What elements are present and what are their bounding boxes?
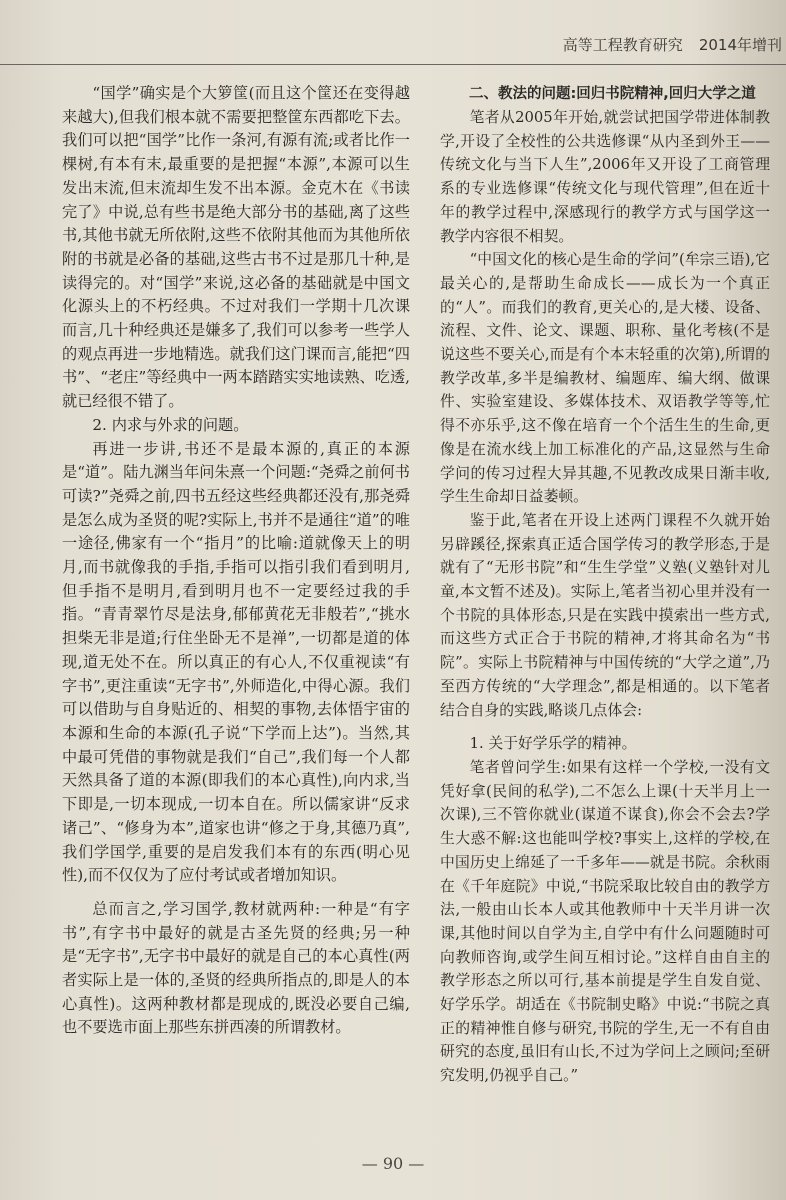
page-number: — 90 —	[361, 1154, 425, 1173]
paragraph-gap	[440, 722, 770, 732]
paragraph-gap	[62, 888, 410, 898]
left-column	[62, 82, 410, 1040]
paragraph: “中国文化的核心是生命的学问”(牟宗三语),它最关心的,是帮助生命成长——成长为一个真正的“人”。而我们的教育,更关心的,是大楼、设备、流程、文件、论文、课题、职称、量化考核(不是说这些不要关心,而是有个本末轻重的次第),所谓的教学改革,多半是编教材、编题库、编大纲、做课件、实验室建设、多媒体技术、双语教学等等,忙得不亦乐乎,这不像在培育一个个活生生的生命,更像是在流水线上加工标准化的产品,这显然与生命学问的传习过程大异其趣,不见教改成果日渐丰收,学生生命却日益萎顿。	[440, 251, 770, 506]
section-title: 二、教法的问题:回归书院精神,回归大学之道	[469, 86, 756, 102]
paragraph: “国学”确实是个大箩筐(而且这个筐还在变得越来越大),但我们根本就不需要把整筐东西都吃下去。我们可以把“国学”比作一条河,有源有流;或者比作一棵树,有本有末,最重要的是把握“本源”,本源可以生发出末流,但末流却生发不出本源。金克木在《书读完了》中说,总有些书是绝大部分书的基础,离了这些书,其他书就无所依附,这些不依附其他而为其他所依附的书就是必备的基础,这些古书不过是那几十种,是读得完的。对“国学”来说,这必备的基础就是中国文化源头上的不朽经典。不过对我们一学期十几次课而言,几十种经典还是嫌多了,我们可以参考一些学人的观点再进一步地精选。就我们这门课而言,能把“四书”、“老庄”等经典中一两本踏踏实实地读熟、吃透,就已经很不错了。	[62, 84, 410, 411]
paragraph: 笔者从2005年开始,就尝试把国学带进体制教学,开设了全校性的公共选修课“从内圣到外王——传统文化与当下人生”,2006年又开设了工商管理系的专业选修课“传统文化与现代管理”,但在近十年的教学过程中,深感现行的教学方式与国学这一教学内容很不相契。	[440, 109, 770, 245]
running-header	[0, 20, 786, 65]
paragraph: 笔者曾问学生:如果有这样一个学校,一没有文凭好拿(民间的私学),二不怎么上课(十天半月上一次课),三不管你就业(谋道不谋食),你会不会去?学生大惑不解:这也能叫学校?事实上,这样的学校,在中国历史上绵延了一千多年——就是书院。余秋雨在《千年庭院》中说,“书院采取比较自由的教学方法,一般由山长本人或其他教师中十天半月讲一次课,其他时间以自学为主,自学中有什么问题随时可向教师咨询,或学生间互相讨论。”这样自由自主的教学形态之所以可行,基本前提是学生自发自觉、好学乐学。胡适在《书院制史略》中说:“书院之真正的精神惟自修与研究,书院的学生,无一不有自由研究的态度,虽旧有山长,不过为学问上之顾问;至研究发明,仍视乎自己。”	[440, 758, 770, 1085]
header-text	[563, 34, 782, 55]
subheading: 2. 内求与外求的问题。	[92, 415, 249, 434]
subheading: 1. 关于好学乐学的精神。	[469, 735, 637, 753]
journal-title: 高等工程教育研究	[562, 36, 683, 54]
right-column	[440, 82, 770, 1088]
paragraph: 鉴于此,笔者在开设上述两门课程不久就开始另辟蹊径,探索真正适合国学传习的教学形态,于是就有了“无形书院”和“生生学堂”义塾(义塾针对儿童,本文暂不述及)。实际上,笔者当初心里并没有一个书院的具体形态,只是在实践中摸索出一些方式,而这些方式正合于书院的精神,才将其命名为“书院”。实际上书院精神与中国传统的“大学之道”,乃至西方传统的“大学理念”,都是相通的。以下笔者结合自身的实践,略谈几点体会:	[440, 511, 770, 719]
paragraph: 总而言之,学习国学,教材就两种:一种是“有字书”,有字书中最好的就是古圣先贤的经典;另一种是“无字书”,无字书中最好的就是自己的本心真性(两者实际上是一体的,圣贤的经典所指点的,即是人的本心真性)。这两种教材都是现成的,既没必要自己编,也不要选市面上那些东拼西凑的所谓教材。	[62, 899, 410, 1037]
issue-label: 2014年增刊	[698, 36, 782, 54]
paragraph: 再进一步讲,书还不是最本源的,真正的本源是“道”。陆九渊当年问朱熹一个问题:“尧舜之前何书可读?”尧舜之前,四书五经这些经典都还没有,那尧舜是怎么成为圣贤的呢?实际上,书并不是通往“道”的唯一途径,佛家有一个“指月”的比喻:道就像天上的明月,而书就像我的手指,手指可以指引我们看到明月,但手指不是明月,看到明月也不一定要经过我的手指。“青青翠竹尽是法身,郁郁黄花无非般若”,“挑水担柴无非是道;行住坐卧无不是禅”,一切都是道的体现,道无处不在。所以真正的有心人,不仅重视读“有字书”,更注重读“无字书”,外师造化,中得心源。我们可以借助与自身贴近的、相契的事物,去体悟宇宙的本源和生命的本源(孔子说“下学而上达”)。当然,其中最可凭借的事物就是我们“自己”,我们每一个人都天然具备了道的本源(即我们的本心真性),向内求,当下即是,一切本现成,一切本自在。所以儒家讲“反求诸己”、“修身为本”,道家也讲“修之于身,其德乃真”,我们学国学,重要的是启发我们本有的东西(明心见性),而不仅仅为了应付考试或者增加知识。	[62, 439, 410, 885]
